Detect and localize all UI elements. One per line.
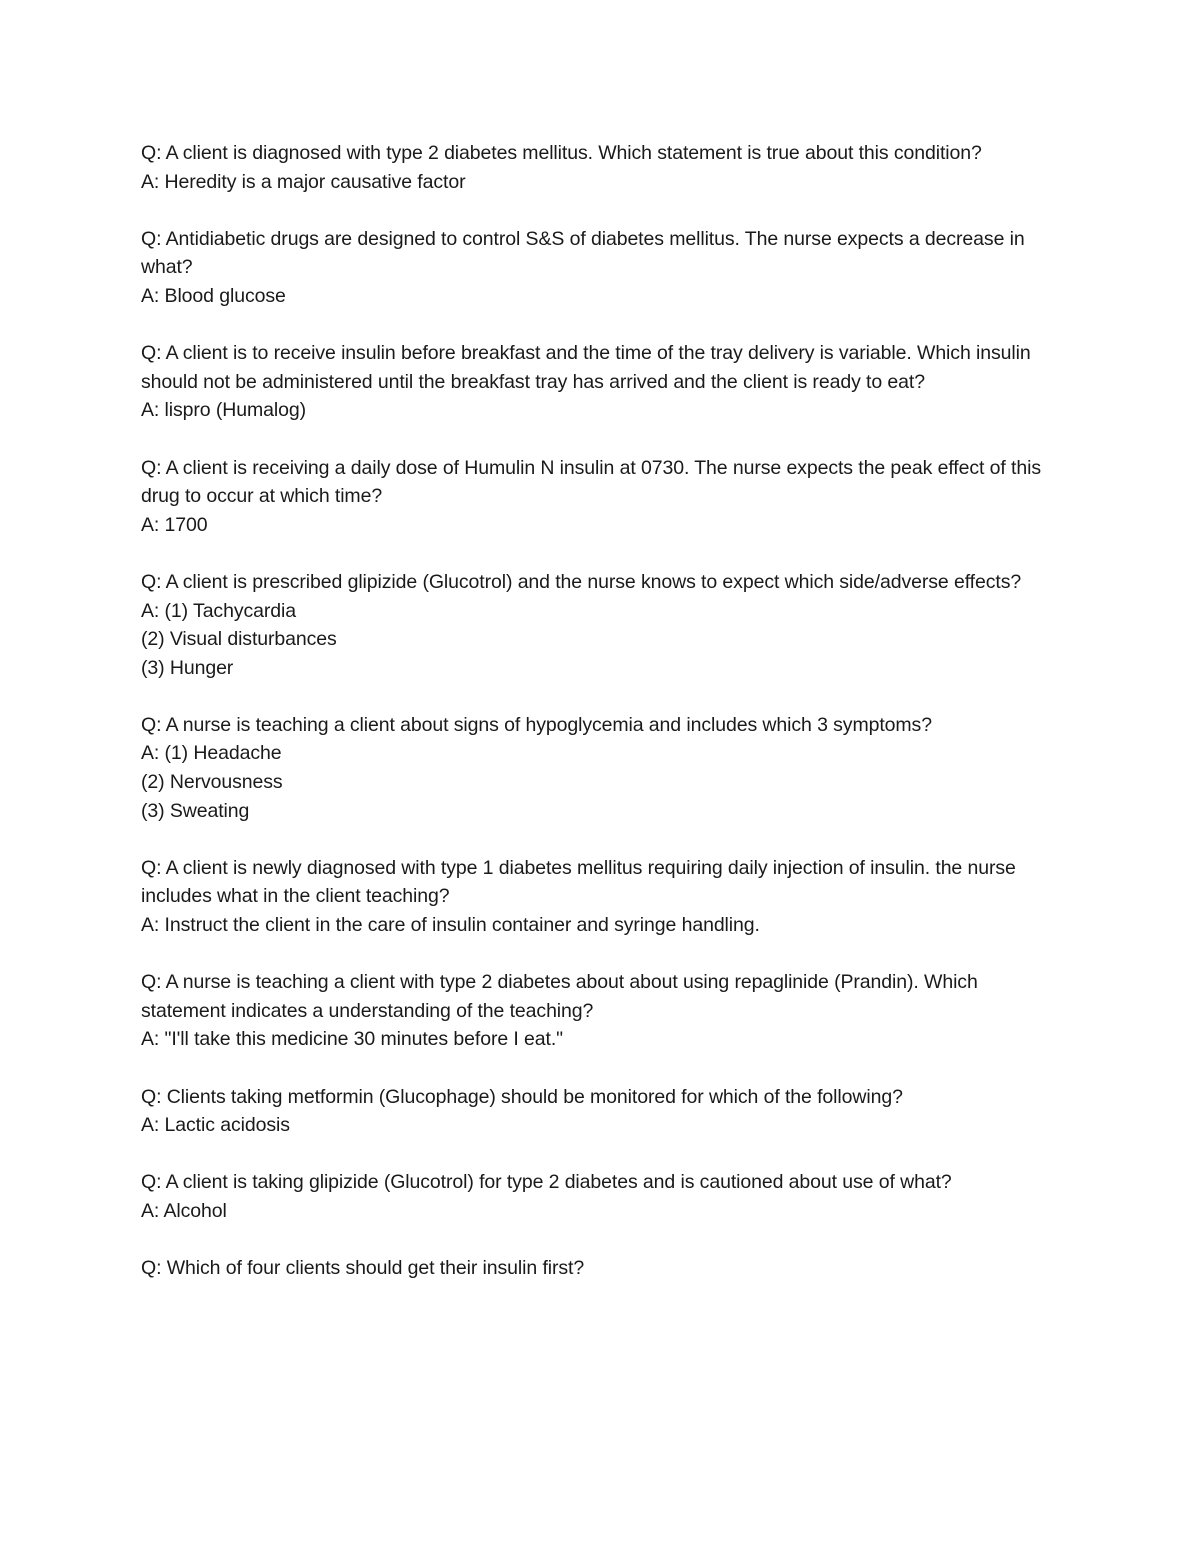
qa-item-10	[141, 1168, 1061, 1225]
question-text: Q: A client is prescribed glipizide (Glucotrol) and the nurse knows to expect which side/adverse effects?	[141, 570, 1022, 593]
qa-item-3	[141, 339, 1061, 425]
qa-item-11	[141, 1254, 1061, 1283]
answer-text: A: (1) Tachycardia	[141, 599, 296, 622]
qa-item-2	[141, 225, 1061, 311]
question-text: Q: Clients taking metformin (Glucophage) should be monitored for which of the following?	[141, 1085, 903, 1108]
question-text: Q: A client is receiving a daily dose of Humulin N insulin at 0730. The nurse expects the peak effect of this drug to occur at which time?	[141, 456, 1047, 508]
question-text: Q: A client is diagnosed with type 2 diabetes mellitus. Which statement is true about this condition?	[141, 142, 982, 164]
question-text: Q: A client is to receive insulin before breakfast and the time of the tray delivery is variable. Which insulin should not be administered until the breakfast tray has arrived and the client is ready to eat?	[141, 342, 1036, 393]
qa-item-5	[141, 568, 1061, 682]
answer-text: A: Lactic acidosis	[141, 1114, 290, 1137]
answer-text: A: Blood glucose	[141, 284, 286, 307]
question-text: Q: A client is newly diagnosed with type 1 diabetes mellitus requiring daily injection of insulin. the nurse includes what in the client teaching?	[141, 856, 1022, 908]
qa-item-1	[141, 139, 1061, 196]
question-text: Q: A nurse is teaching a client about signs of hypoglycemia and includes which 3 symptoms?	[141, 713, 932, 736]
answer-text: A: lispro (Humalog)	[141, 399, 306, 422]
answer-text: A: Instruct the client in the care of insulin container and syringe handling.	[141, 914, 760, 937]
answer-text: (3) Sweating	[141, 799, 250, 822]
answer-text: (3) Hunger	[141, 656, 234, 679]
question-text: Q: A client is taking glipizide (Glucotrol) for type 2 diabetes and is cautioned about use of what?	[141, 1171, 952, 1194]
question-text: Q: Antidiabetic drugs are designed to control S&S of diabetes mellitus. The nurse expects a decrease in what?	[141, 227, 1030, 279]
answer-text: (2) Nervousness	[141, 771, 283, 794]
qa-item-7	[141, 854, 1061, 940]
answer-text: A: Alcohol	[141, 1199, 227, 1222]
qa-item-6	[141, 711, 1061, 825]
qa-item-8	[141, 968, 1061, 1054]
question-text: Q: Which of four clients should get their insulin first?	[141, 1257, 585, 1280]
question-text: Q: A nurse is teaching a client with type 2 diabetes about about using repaglinide (Prandin). Which statement indicates a understanding of the teaching?	[141, 971, 984, 1022]
answer-text: A: 1700	[141, 513, 208, 536]
qa-item-4	[141, 454, 1061, 540]
answer-text: A: Heredity is a major causative factor	[141, 170, 466, 193]
answer-text: (2) Visual disturbances	[141, 628, 337, 651]
answer-text: A: (1) Headache	[141, 742, 282, 765]
qa-item-9	[141, 1083, 1061, 1140]
document-body	[141, 139, 1061, 1311]
answer-text: A: "I'll take this medicine 30 minutes before I eat."	[141, 1028, 563, 1051]
